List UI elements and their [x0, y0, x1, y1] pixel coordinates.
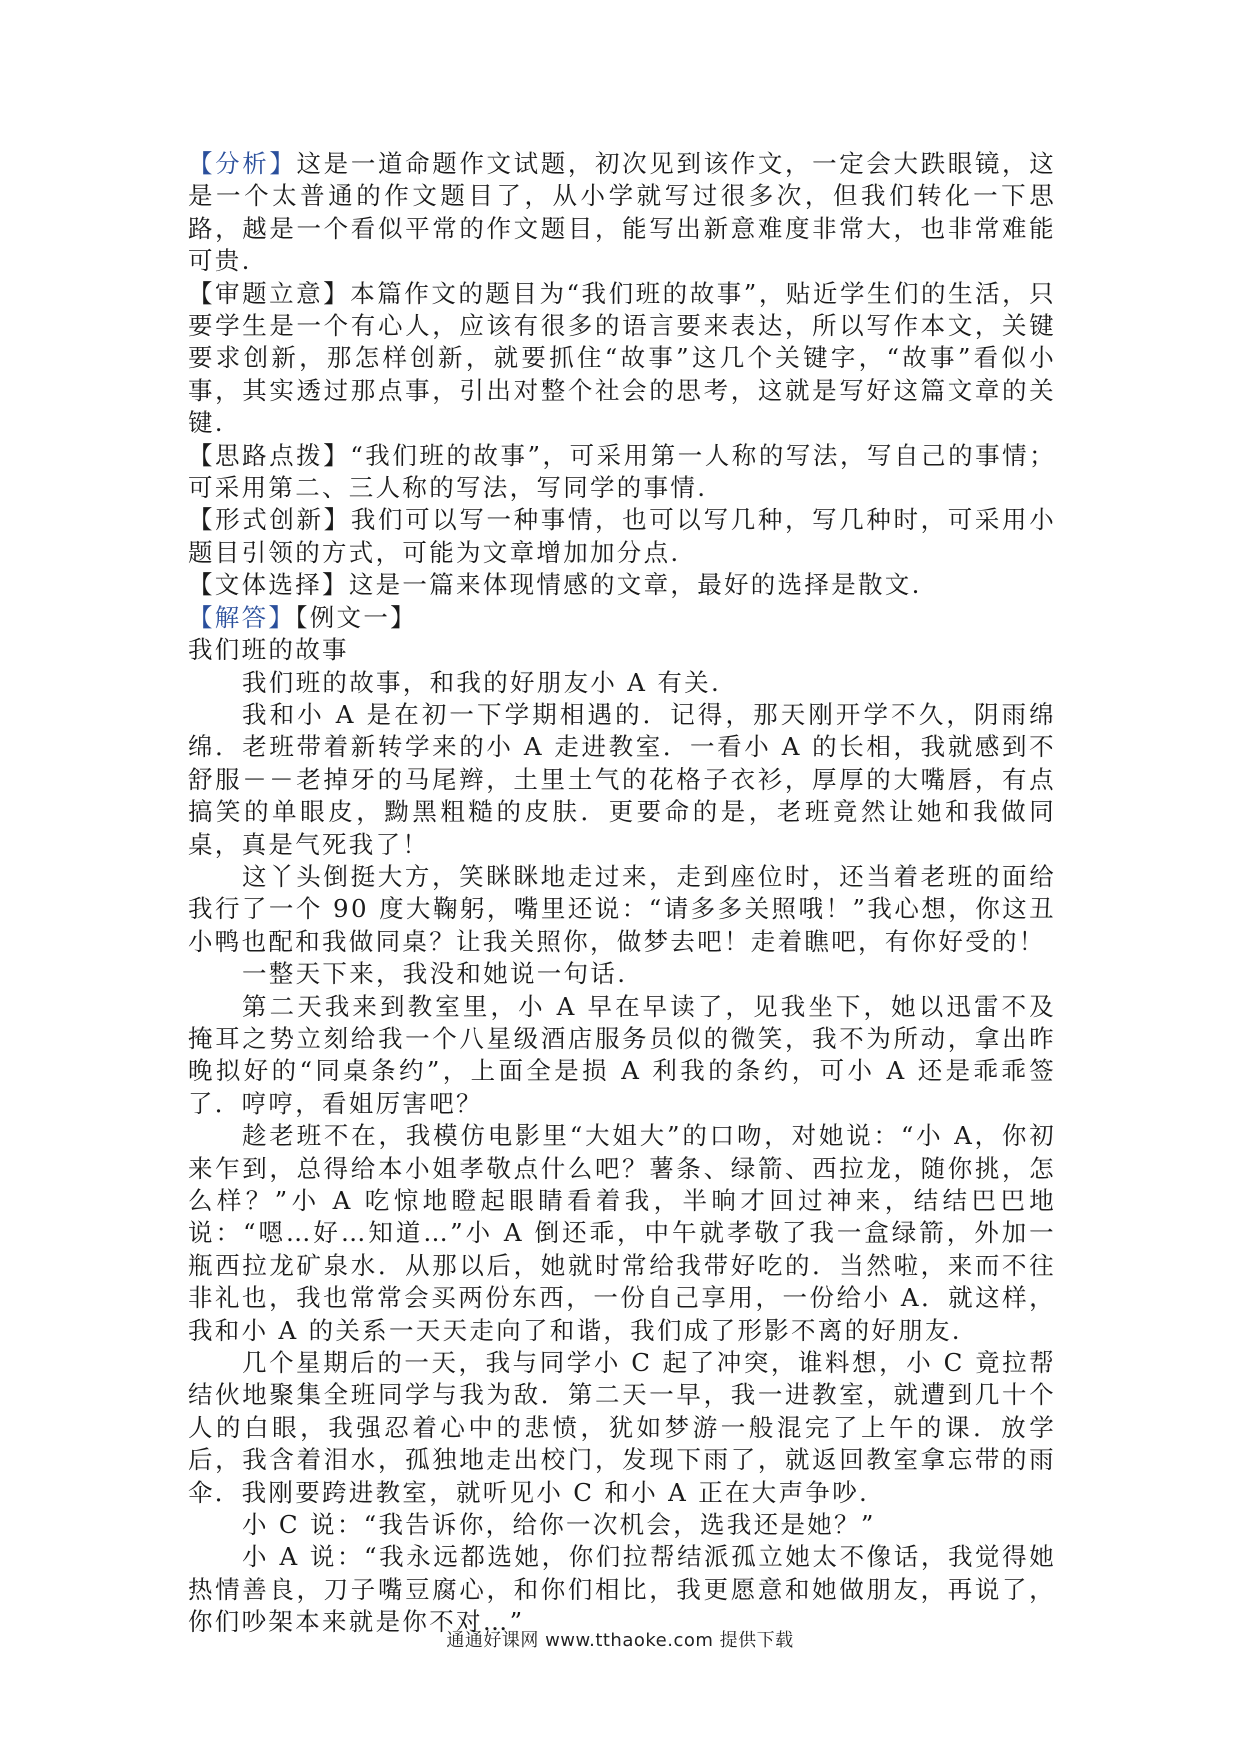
labeled-paragraph	[188, 440, 1056, 505]
paragraph-text: 这是一篇来体现情感的文章，最好的选择是散文.	[348, 570, 922, 600]
body-paragraph: 小 C 说：“我告诉你，给你一次机会，选我还是她？”	[242, 1510, 876, 1540]
paragraph-text: 我们可以写一种事情，也可以写几种，写几种时，可采用小题目引领的方式，可能为文章增加加分点.	[188, 505, 1056, 567]
essay-title: 我们班的故事	[188, 635, 349, 665]
body-paragraph: 一整天下来，我没和她说一句话.	[242, 959, 628, 989]
body-paragraph: 几个星期后的一天，我与同学小 C 起了冲突，谁料想，小 C 竟拉帮结伙地聚集全班同学与我为敌．第二天一早，我一进教室，就遭到几十个人的白眼，我强忍着心中的悲愤，犹如梦游一般混完了上午的课．放学后，我含着泪水，孤独地走出校门，发现下雨了，就返回教室拿忘带的雨伞．我刚要跨进教室，就听见小 C 和小 A 正在大声争吵.	[188, 1348, 1056, 1507]
paragraph-label: 【思路点拨】	[188, 440, 351, 470]
body-paragraph: 我和小 A 是在初一下学期相遇的．记得，那天刚开学不久，阴雨绵绵．老班带着新转学来的小 A 走进教室．一看小 A 的长相，我就感到不舒服－－老掉牙的马尾辫，土里土气的花格子衣衫，厚厚的大嘴唇，有点搞笑的单眼皮，黝黑粗糙的皮肤．更要命的是，老班竟然让她和我做同桌，真是气死我了！	[188, 699, 1056, 859]
labeled-paragraph	[188, 504, 1056, 569]
body-paragraph: 第二天我来到教室里，小 A 早在早读了，见我坐下，她以迅雷不及掩耳之势立刻给我一个八星级酒店服务员似的微笑，我不为所动，拿出昨晚拟好的“同桌条约”，上面全是损 A 利我的条约，可小 A 还是乖乖签了．哼哼，看姐厉害吧？	[188, 991, 1056, 1118]
body-paragraph: 这丫头倒挺大方，笑眯眯地走过来，走到座位时，还当着老班的面给我行了一个 90 度大鞠躬，嘴里还说：“请多多关照哦！”我心想，你这丑小鸭也配和我做同桌？让我关照你，做梦去吧！走着瞧吧，有你好受的！	[188, 861, 1056, 956]
body-paragraph: 我们班的故事，和我的好朋友小 A 有关.	[242, 667, 722, 697]
body-paragraph: 趁老班不在，我模仿电影里“大姐大”的口吻，对她说：“小 A，你初来乍到，总得给本小姐孝敬点什么吧？薯条、绿箭、西拉龙，随你挑，怎么样？”小 A 吃惊地瞪起眼睛看着我，半晌才回过神来，结结巴巴地说：“嗯…好…知道…”小 A 倒还乖，中午就孝敬了我一盒绿箭，外加一瓶西拉龙矿泉水．从那以后，她就时常给我带好吃的．当然啦，来而不往非礼也，我也常常会买两份东西，一份自己享用，一份给小 A．就这样，我和小 A 的关系一天天走向了和谐，我们成了形影不离的好朋友.	[188, 1121, 1056, 1345]
labeled-paragraph	[188, 569, 1056, 601]
labeled-paragraph	[188, 602, 1056, 634]
paragraph-text: 这是一道命题作文试题，初次见到该作文，一定会大跌眼镜，这是一个太普通的作文题目了，从小学就写过很多次，但我们转化一下思路，越是一个看似平常的作文题目，能写出新意难度非常大，也非常难能可贵.	[188, 149, 1056, 276]
paragraph-text: 本篇作文的题目为“我们班的故事”，贴近学生们的生活，只要学生是一个有心人，应该有很多的语言要来表达，所以写作本文，关键要求创新，那怎样创新，就要抓住“故事”这几个关键字，“故事”看似小事，其实透过那点事，引出对整个社会的思考，这就是写好这篇文章的关键.	[188, 278, 1056, 438]
paragraph-text: 【例文一】	[295, 602, 417, 632]
labeled-paragraph	[188, 148, 1056, 278]
document-body	[188, 148, 1056, 1639]
paragraph-label: 【解答】	[188, 602, 296, 632]
paragraph-label: 【分析】	[188, 149, 297, 178]
paragraph-text: “我们班的故事”，可采用第一人称的写法，写自己的事情；可采用第二、三人称的写法，写同学的事情.	[188, 440, 1056, 503]
body-paragraph: 小 A 说：“我永远都选她，你们拉帮结派孤立她太不像话，我觉得她热情善良，刀子嘴豆腐心，和你们相比，我更愿意和她做朋友，再说了，你们吵架本来就是你不对…”	[188, 1542, 1056, 1637]
paragraph-label: 【文体选择】	[188, 570, 349, 600]
labeled-paragraph	[188, 278, 1056, 440]
paragraph-label: 【审题立意】	[188, 278, 351, 308]
page-footer: 通通好课网 www.tthaoke.com 提供下载	[446, 1630, 794, 1651]
paragraph-label: 【形式创新】	[188, 505, 351, 535]
